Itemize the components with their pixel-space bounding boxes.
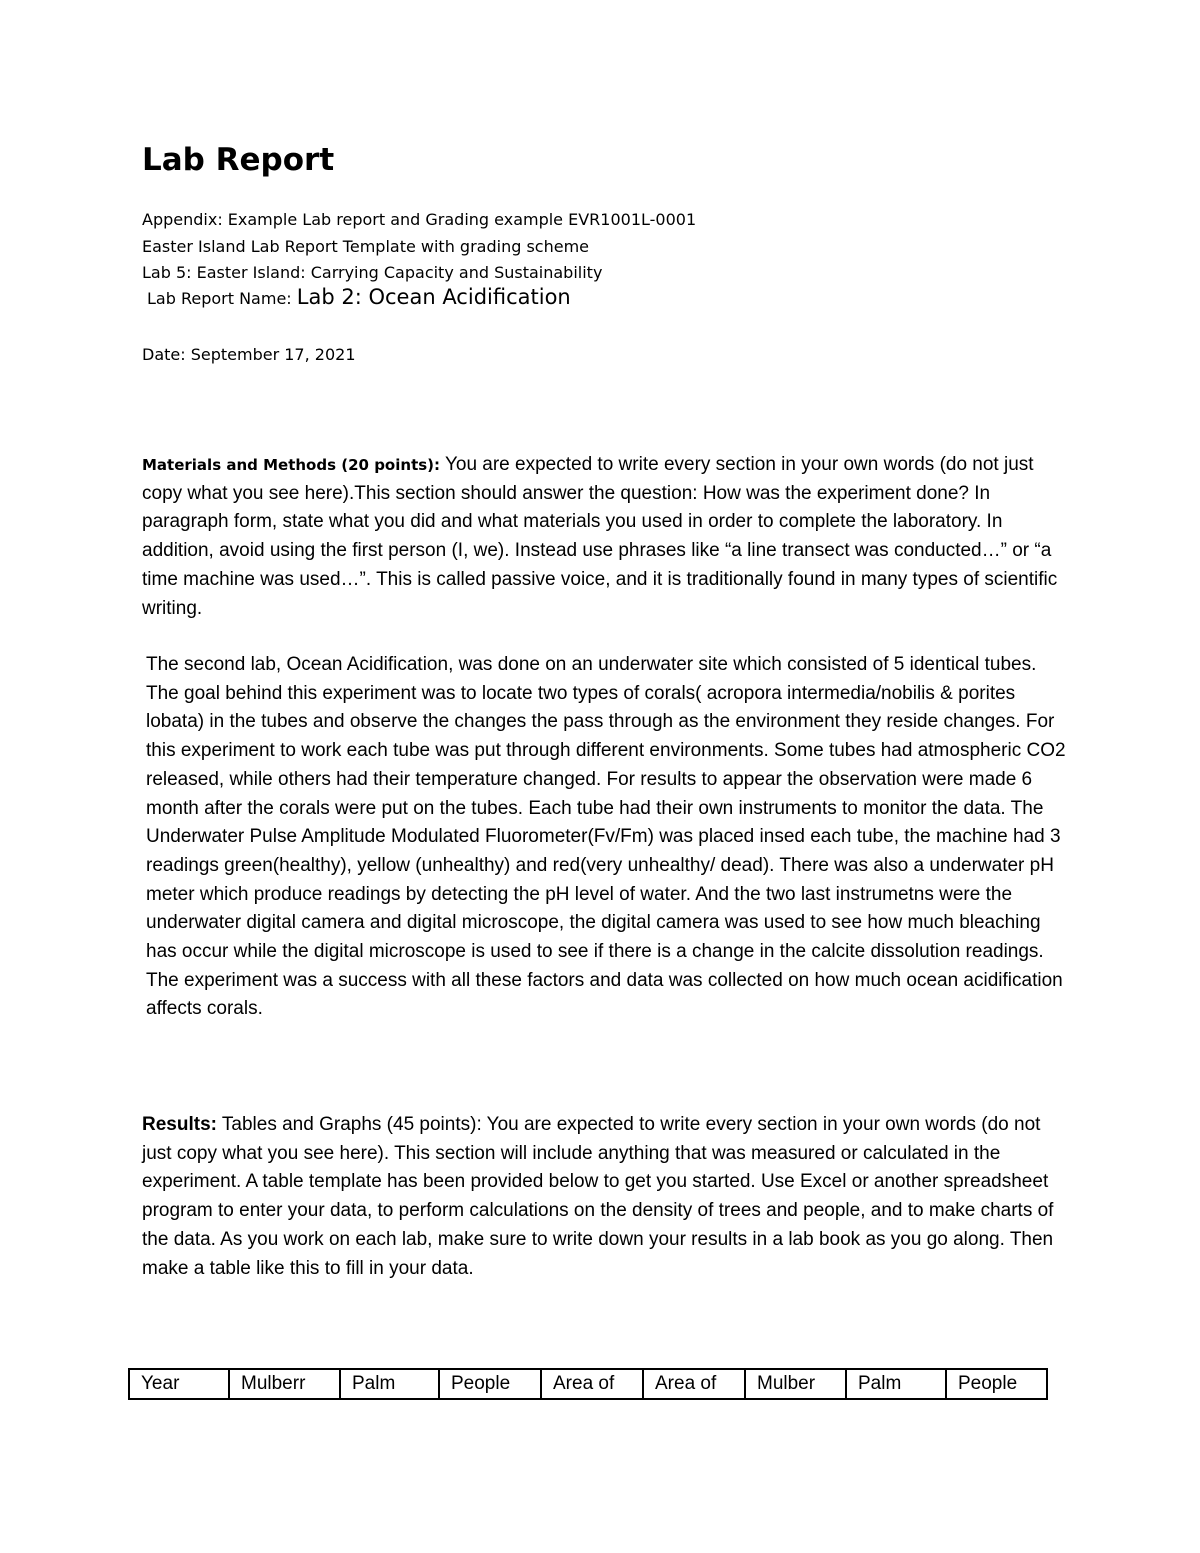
appendix-line: [142, 210, 696, 230]
lab-label: Lab 5:: [142, 263, 192, 282]
table-header-cell: Area of: [541, 1369, 643, 1399]
methods-student-paragraph: The second lab, Ocean Acidification, was done on an underwater site which consisted of 5 identical tubes. The goal behind this experiment was to locate two types of corals( acropora intermedia/nobilis & porites lobata) in the tubes and observe the changes the pass through as the environment they reside changes. For this experiment to work each tube was put through different environments. Some tubes had atmospheric CO2 released, while others had their temperature changed. For results to appear the observation were made 6 month after the corals were put on the tubes. Each tube had their own instruments to monitor the data. The Underwater Pulse Amplitude Modulated Fluorometer(Fv/Fm) was placed insed each tube, the machine had 3 readings green(healthy), yellow (unhealthy) and red(very unhealthy/ dead). There was also a underwater pH meter which produce readings by detecting the pH level of water. And the two last instrumetns were the underwater digital camera and digital microscope, the digital camera was used to see how much bleaching has occur while the digital microscope is used to see if there is a change in the calcite dissolution readings. The experiment was a success with all these factors and data was collected on how much ocean acidification affects corals.: [146, 654, 1066, 1020]
methods-heading: Materials and Methods (20 points):: [142, 456, 441, 474]
date-label: Date:: [142, 345, 186, 364]
page-title: Lab Report: [142, 142, 335, 178]
table-header-cell: Mulber: [745, 1369, 846, 1399]
results-section: [142, 1111, 1067, 1283]
lab-text: Easter Island: Carrying Capacity and Sustainability: [191, 263, 603, 282]
results-text: Tables and Graphs (45 points): You are expected to write every section in your own words (do not just copy what you see here). This section will include anything that was measured or calculated in the experiment. A table template has been provided below to get you started. Use Excel or another spreadsheet program to enter your data, to perform calculations on the density of trees and people, and to make charts of the data. As you work on each lab, make sure to write down your results in a lab book as you go along. Then make a table like this to fill in your data.: [142, 1114, 1054, 1279]
table-header-cell: People: [439, 1369, 541, 1399]
report-name-label: Lab Report Name:: [147, 289, 292, 308]
template-line: Easter Island Lab Report Template with grading scheme: [142, 237, 589, 256]
report-name-value: Lab 2: Ocean Acidification: [296, 285, 571, 309]
methods-section: [142, 451, 1067, 623]
report-name-line: [147, 287, 571, 309]
table-header-cell: Mulberr: [229, 1369, 340, 1399]
methods-instructions: You are expected to write every section in your own words (do not just copy what you see here).This section should answer the question: How was the experiment done? In paragraph form, state what you did and what materials you used in order to complete the laboratory. In addition, avoid using the first person (I, we). Instead use phrases like “a line transect was conducted…” or “a time machine was used…”. This is called passive voice, and it is traditionally found in many types of scientific writing.: [142, 454, 1058, 619]
results-heading: Results:: [142, 1114, 217, 1135]
table-header-cell: Year: [129, 1369, 229, 1399]
appendix-text: Example Lab report and Grading example EVR1001L-0001: [222, 210, 697, 229]
date-line: [142, 345, 356, 365]
data-table: [128, 1368, 1048, 1400]
table-header-row: [129, 1369, 1047, 1399]
lab-line: [142, 263, 602, 283]
date-value: September 17, 2021: [185, 345, 356, 364]
table-header-cell: Area of: [643, 1369, 745, 1399]
table-header-cell: Palm: [846, 1369, 946, 1399]
table-header-cell: Palm: [340, 1369, 439, 1399]
appendix-label: Appendix:: [142, 210, 223, 229]
table-header-cell: People: [946, 1369, 1047, 1399]
